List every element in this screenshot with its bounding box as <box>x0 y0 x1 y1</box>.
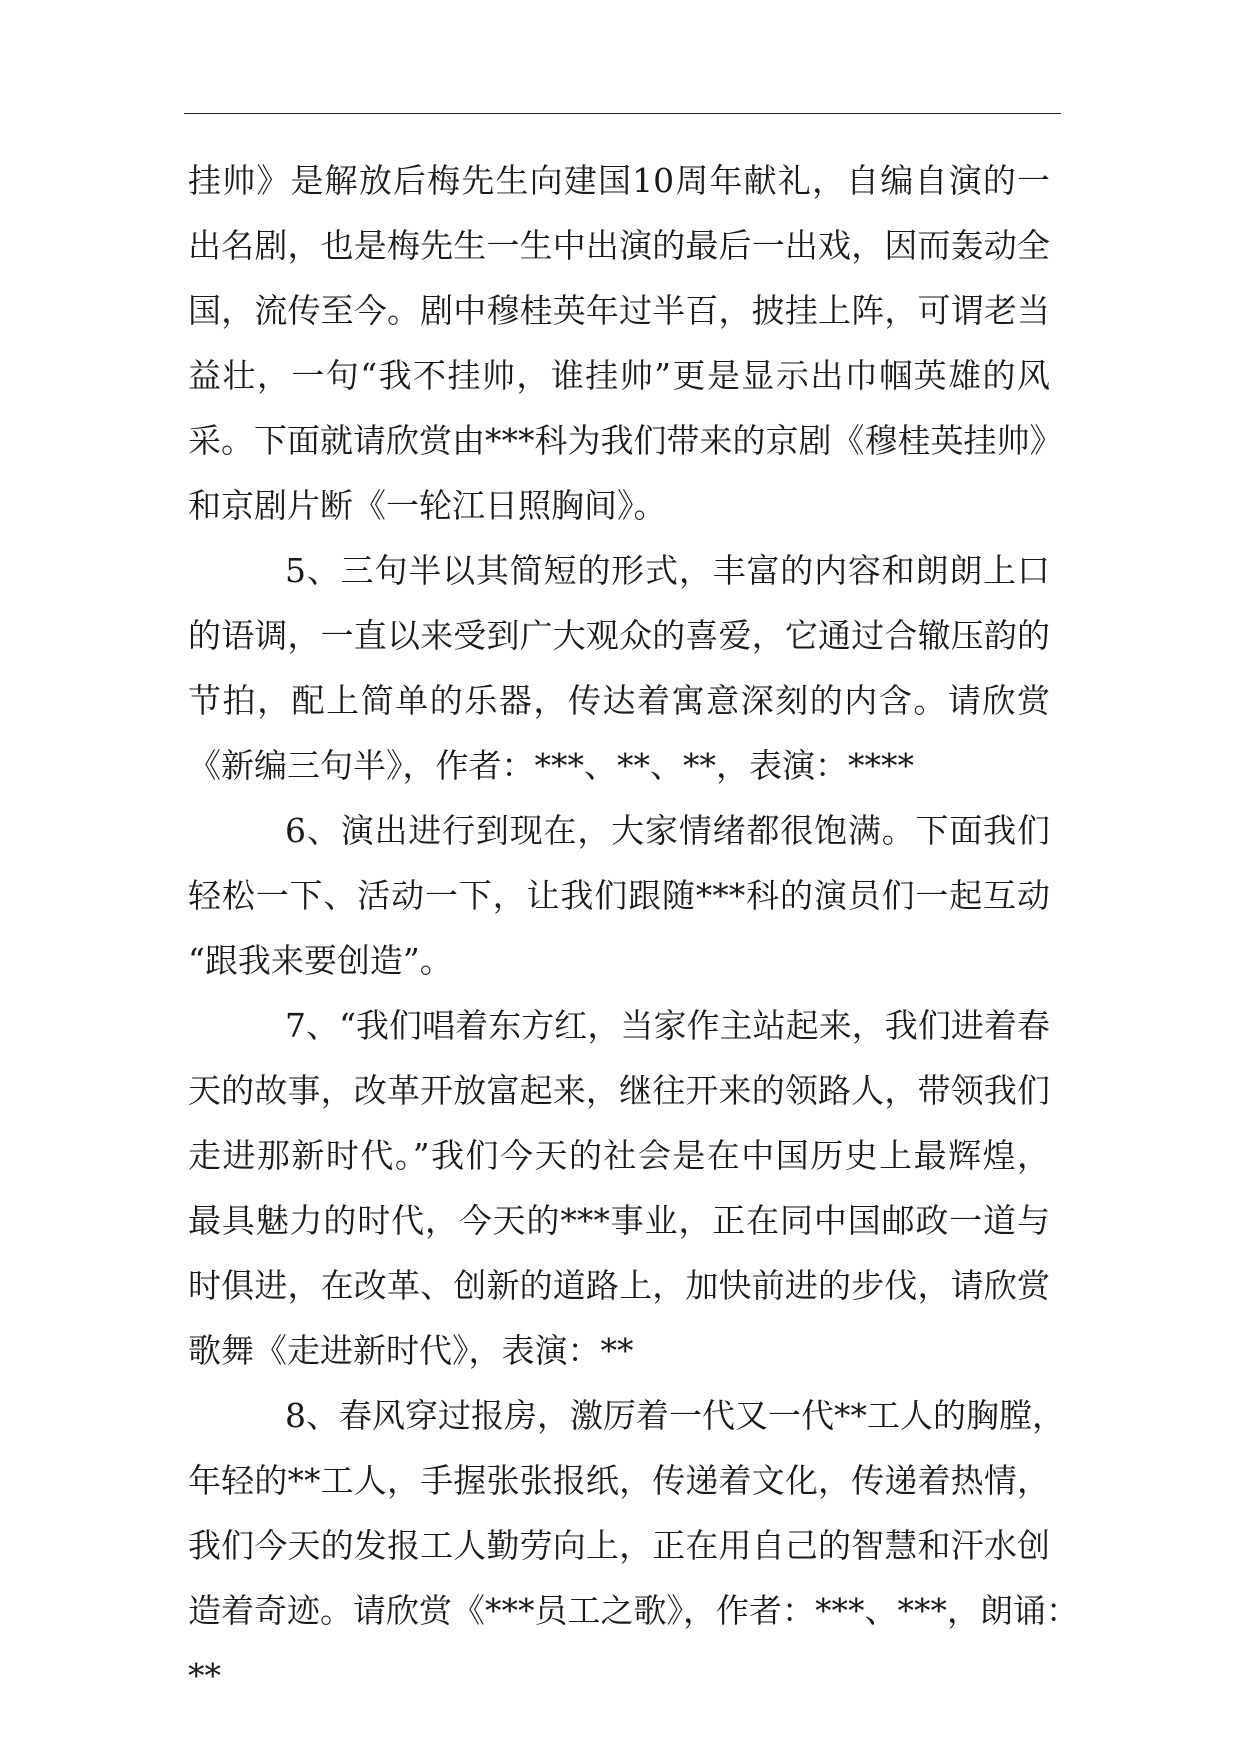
text-line: 7、“我们唱着东方红，当家作主站起来，我们进着春 <box>285 1006 1050 1045</box>
document-body <box>188 156 1079 1716</box>
text-line: 5、三句半以其简短的形式，丰富的内容和朗朗上口 <box>285 551 1050 590</box>
text-line: 益壮，一句“我不挂帅，谁挂帅”更是显示出巾帼英雄的风 <box>188 356 1050 395</box>
text-line: 造着奇迹。请欣赏《***员工之歌》，作者：***、***，朗诵： <box>188 1591 1079 1630</box>
text-line: 6、演出进行到现在，大家情绪都很饱满。下面我们 <box>285 811 1050 850</box>
text-line: 最具魅力的时代，今天的***事业，正在同中国邮政一道与 <box>188 1201 1050 1240</box>
text-line: 时俱进，在改革、创新的道路上，加快前进的步伐，请欣赏 <box>188 1266 1050 1305</box>
text-line: 采。下面就请欣赏由***科为我们带来的京剧《穆桂英挂帅》 <box>188 421 1063 460</box>
text-line: 国，流传至今。剧中穆桂英年过半百，披挂上阵，可谓老当 <box>188 291 1050 330</box>
paragraph-item-8 <box>188 1391 1079 1716</box>
text-line: 歌舞《走进新时代》，表演：** <box>188 1331 634 1370</box>
paragraph-item-5 <box>188 546 1050 806</box>
text-line: 轻松一下、活动一下，让我们跟随***科的演员们一起互动 <box>188 876 1050 915</box>
text-line: 8、春风穿过报房，激厉着一代又一代**工人的胸膛， <box>285 1396 1065 1435</box>
paragraph-item-7 <box>188 1001 1050 1391</box>
text-line: 走进那新时代。”我们今天的社会是在中国历史上最辉煌， <box>188 1136 1050 1175</box>
paragraph-continuation <box>188 156 1063 546</box>
text-line: 节拍，配上简单的乐器，传达着寓意深刻的内含。请欣赏 <box>188 681 1050 720</box>
text-line: 挂帅》是解放后梅先生向建国10周年献礼，自编自演的一 <box>188 161 1050 200</box>
text-line: 我们今天的发报工人勤劳向上，正在用自己的智慧和汗水创 <box>188 1526 1050 1565</box>
text-line: 出名剧，也是梅先生一生中出演的最后一出戏，因而轰动全 <box>188 226 1050 265</box>
text-line: 年轻的**工人，手握张张报纸，传递着文化，传递着热情， <box>188 1461 1050 1500</box>
text-line: 和京剧片断《一轮江日照胸间》。 <box>188 486 667 525</box>
text-line: ** <box>188 1656 221 1695</box>
text-line: “跟我来要创造”。 <box>188 941 453 980</box>
text-line: 的语调，一直以来受到广大观众的喜爱，它通过合辙压韵的 <box>188 616 1050 655</box>
paragraph-item-6 <box>188 806 1050 1001</box>
header-rule <box>184 113 1061 114</box>
text-line: 《新编三句半》，作者：***、**、**，表演：**** <box>188 746 914 785</box>
text-line: 天的故事，改革开放富起来，继往开来的领路人，带领我们 <box>188 1071 1050 1110</box>
